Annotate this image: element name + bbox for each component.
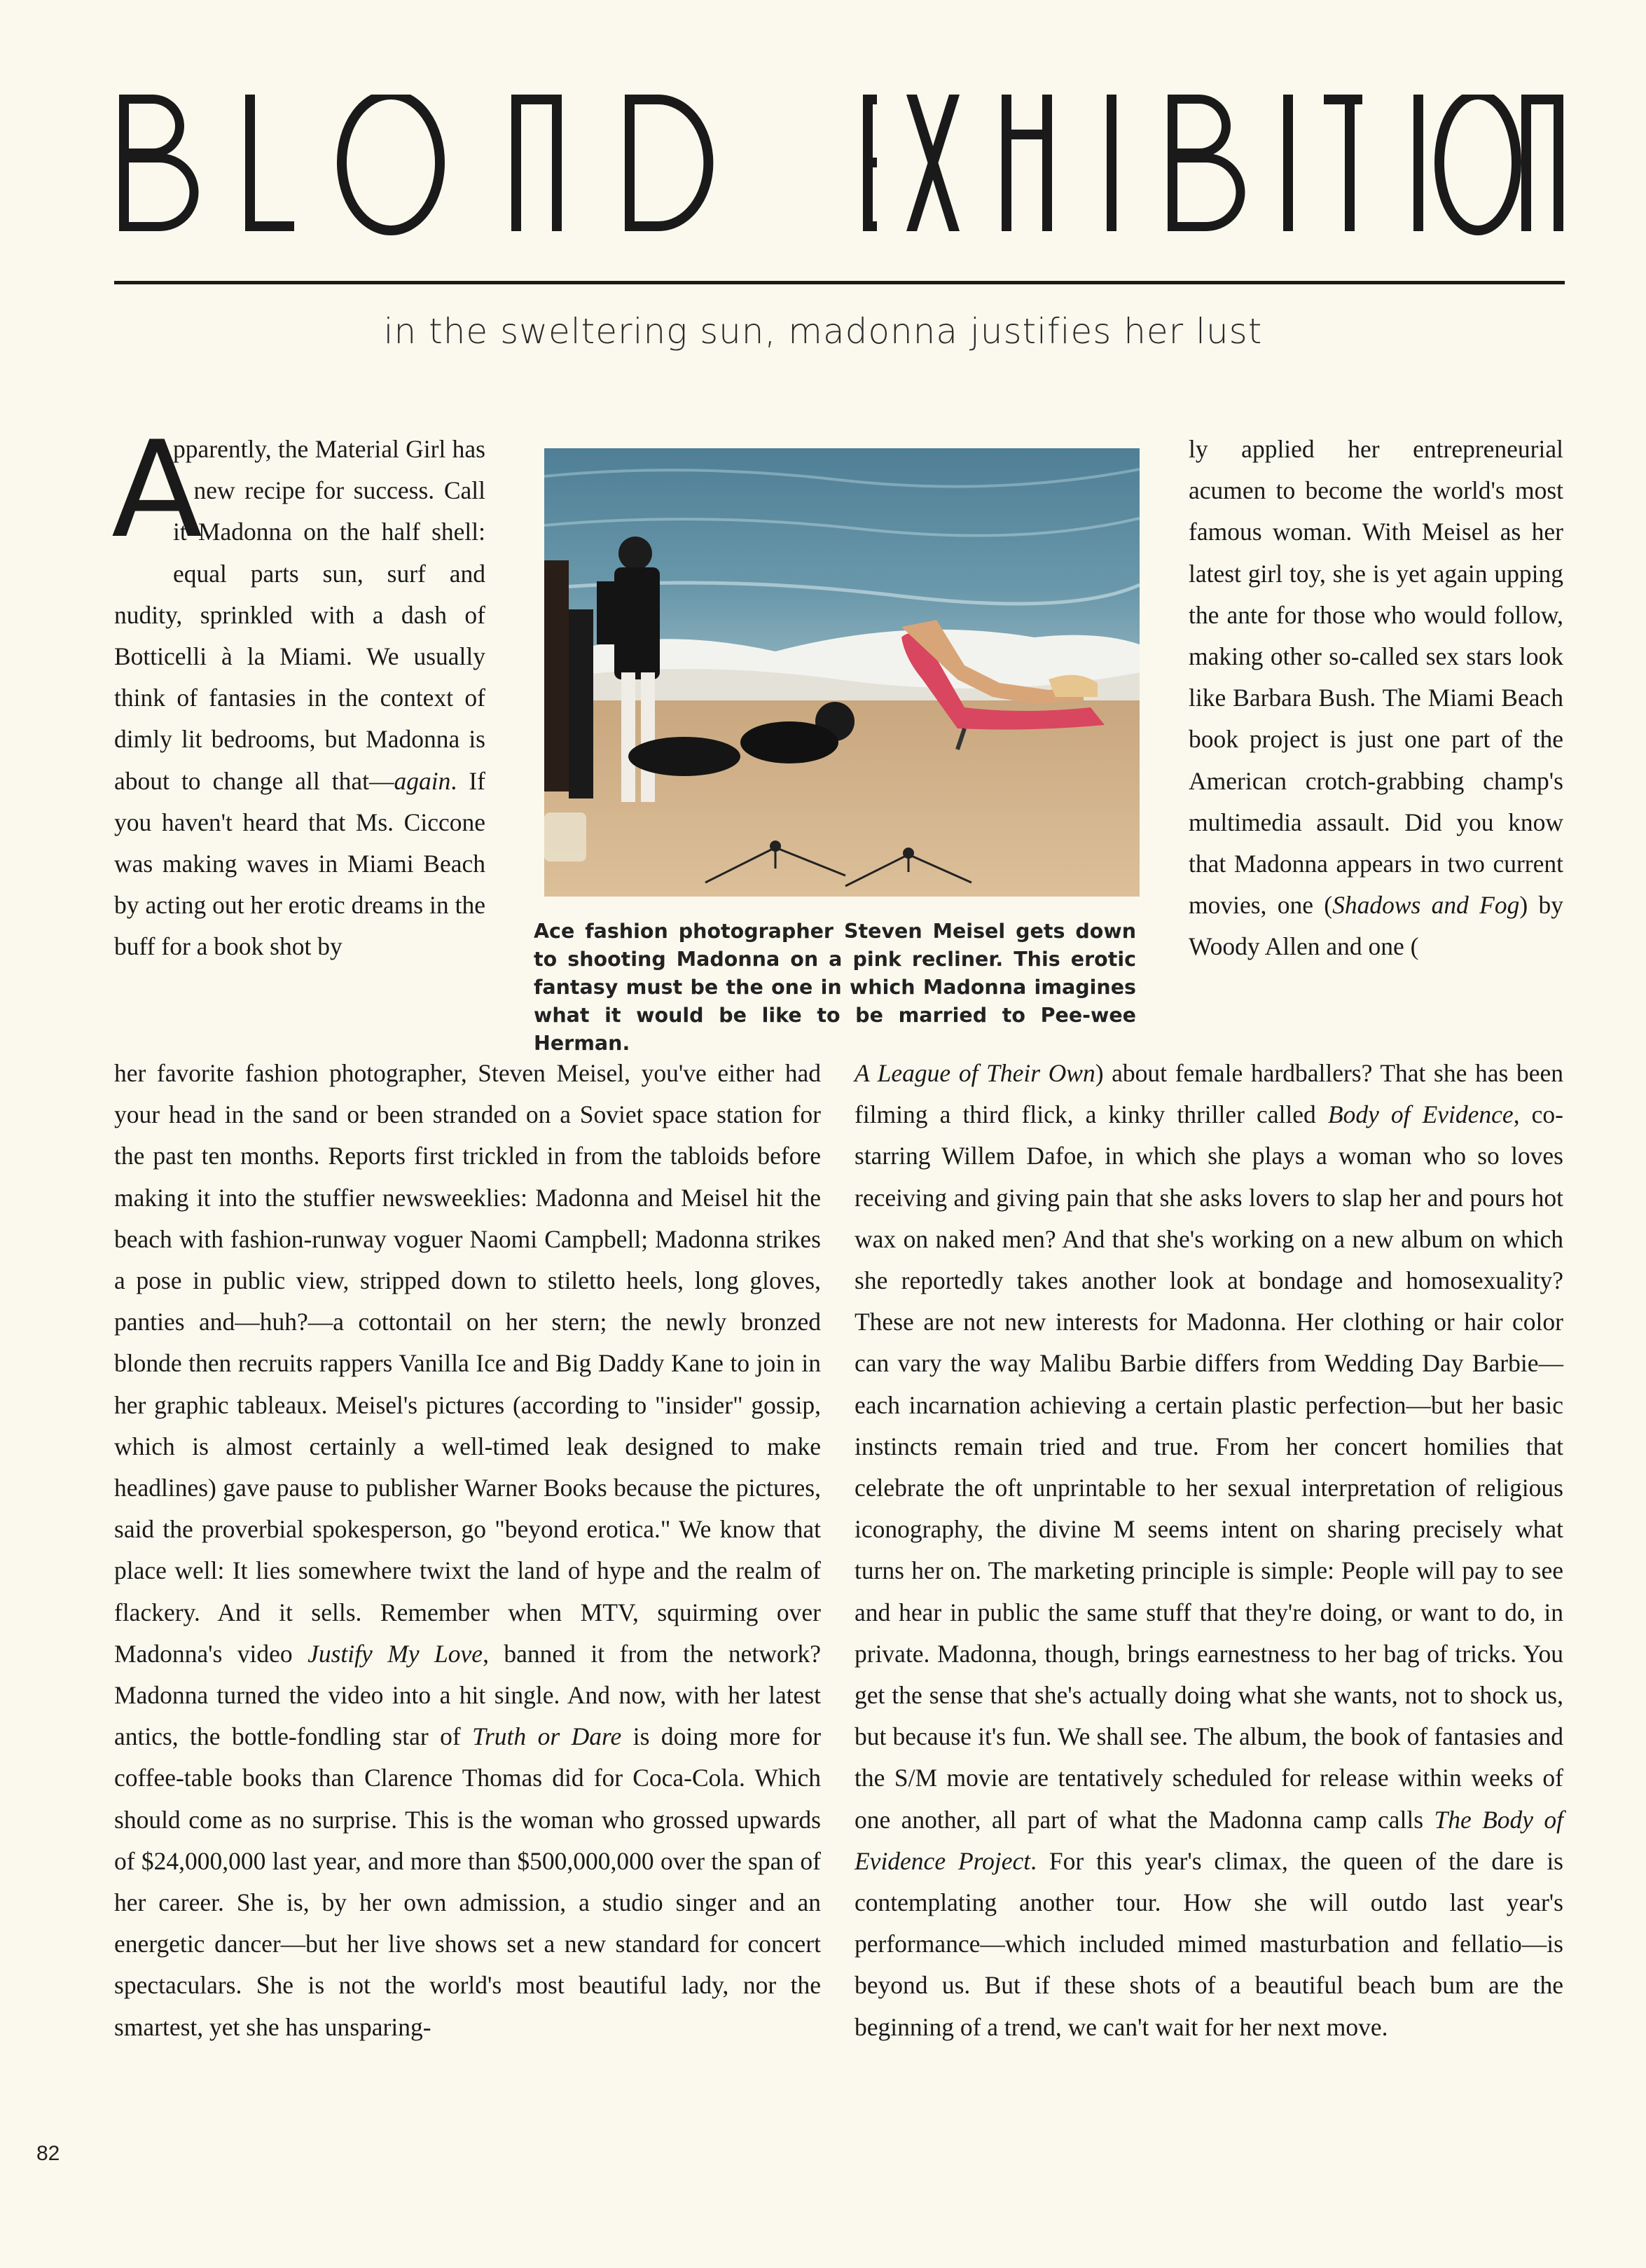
right-text: ly applied her entrepreneurial acumen to become the world's most famous woman. With Meisel as her latest girl toy, she is yet again upping the ante for those who would follow, making other so-called sex stars look like Barbara Bush. The Miami Beach book project is just one part of the American crotch-grabbing champ's multimedia assault. Did you know that Madonna appears in two current movies, one ( bbox=[1189, 435, 1563, 920]
drop-cap: A bbox=[111, 413, 202, 567]
body-text-d: ) about female hardballers? That she has been filming a third flick, a kinky thriller called bbox=[855, 1059, 1563, 1129]
beach-photo-image bbox=[544, 448, 1140, 897]
article-lead-paragraph bbox=[111, 413, 485, 968]
right-text-end: ) by Woody Allen and one ( bbox=[1189, 891, 1563, 961]
article-right-top bbox=[1189, 429, 1563, 968]
body-text-a: her favorite fashion photographer, Steven Meisel, you've either had your head in the sand or been stranded on a Soviet space station for the past ten months. Reports first trickled in from the tabloids before making it into the stuffier newsweeklies: Madonna and Meisel hit the beach with fashion-runway voguer Naomi Campbell; Madonna strikes a pose in public view, stripped down to stiletto heels, long gloves, panties and—huh?—a cottontail on her stern; the newly bronzed blonde then recruits rappers Vanilla Ice and Big Daddy Kane to join in her graphic tableaux. Meisel's pictures (according to "insider" gossip, which is almost certainly a well-timed leak designed to make headlines) gave pause to publisher Warner Books because the pictures, said the proverbial spokesperson, go "beyond erotica." We know that place well: It lies somewhere twixt the land of hype and the realm of flackery. And it sells. Remember when MTV, squirming over Madonna's video bbox=[114, 1059, 821, 1668]
lead-text-end: . If you haven't heard that Ms. Ciccone was making waves in Miami Beach by acting out her erotic dreams in the buff for a book shot by bbox=[114, 766, 485, 961]
body-text-b: , banned it from the network? Madonna turned the video into a hit single. And now, with her latest antics, the bottle-fondling star of bbox=[114, 1639, 821, 1751]
emphasis-again: again bbox=[394, 766, 451, 795]
body-text-f: . For this year's climax, the queen of the dare is contemplating another tour. How she will outdo last year's performance—which included mimed masturbation and fellatio—is beyond us. But if these shots of a beautiful beach bum are the beginning of a trend, we can't wait for her next move. bbox=[855, 1846, 1563, 2041]
article-title bbox=[112, 95, 1565, 242]
title-justify-my-love: Justify My Love bbox=[307, 1639, 483, 1668]
lead-text: pparently, the Material Girl has a new recipe for success. Call it Madonna on the half shell: equal parts sun, surf and nudity, sprinkled with a dash of Botticelli à la Miami. We usually think of fantasies in the context of dimly lit bedrooms, but Madonna is about to change all that— bbox=[114, 435, 485, 795]
article-subtitle: in the sweltering sun, madonna justifies her lust bbox=[383, 311, 1263, 352]
title-shadows-and-fog: Shadows and Fog bbox=[1332, 891, 1520, 920]
article-right-body bbox=[855, 1053, 1563, 2048]
title-a-league-of-their-own: A League of Their Own bbox=[855, 1059, 1095, 1087]
title-lettering bbox=[112, 95, 1565, 242]
beach-photo bbox=[544, 448, 1140, 897]
title-truth-or-dare: Truth or Dare bbox=[472, 1722, 622, 1751]
photo-caption: Ace fashion photographer Steven Meisel gets down to shooting Madonna on a pink recliner. This erotic fantasy must be the one in which Madonna imagines what it would be like to be married to Pee-wee Herman. bbox=[534, 920, 1136, 1055]
body-text-c: is doing more for coffee-table books than Clarence Thomas did for Coca-Cola. Which should come as no surprise. This is the woman who grossed upwards of $24,000,000 last year, and more than $500,000,000 over the span of her career. She is, by her own admission, a studio singer and an energetic dancer—but her live shows set a new standard for concert spectaculars. She is not the world's most beautiful lady, nor the smartest, yet she has unsparing- bbox=[114, 1722, 822, 2041]
title-body-of-evidence-project: The Body of Evidence Project bbox=[855, 1805, 1563, 1875]
body-text-e: , co-starring Willem Dafoe, in which she plays a woman who so loves receiving and giving pain that she asks lovers to slap her and pours hot wax on naked men? And that she's working on a new album on which she reportedly takes another look at bondage and homosexuality? These are not new interests for Madonna. Her clothing or hair color can vary the way Malibu Barbie differs from Wedding Day Barbie—each incarnation achieving a certain plastic perfection—but her basic instincts remain tried and true. From her concert homilies that celebrate the oft unprintable to her sexual interpretation of religious iconography, the divine M seems intent on sharing precisely what turns her on. The marketing principle is simple: People will pay to see and hear in public the same stuff that they're doing, or want to do, in private. Madonna, though, brings earnestness to her bag of tricks. You get the sense that she's actually doing what she wants, not to shock us, but because it's fun. We shall see. The album, the book of fantasies and the S/M movie are tentatively scheduled for release within weeks of one another, all part of what the Madonna camp calls bbox=[855, 1100, 1563, 1834]
article-left-body bbox=[114, 1053, 821, 2048]
title-rule bbox=[114, 281, 1565, 284]
title-body-of-evidence: Body of Evidence bbox=[1327, 1100, 1514, 1129]
page-number: 82 bbox=[36, 2142, 60, 2165]
